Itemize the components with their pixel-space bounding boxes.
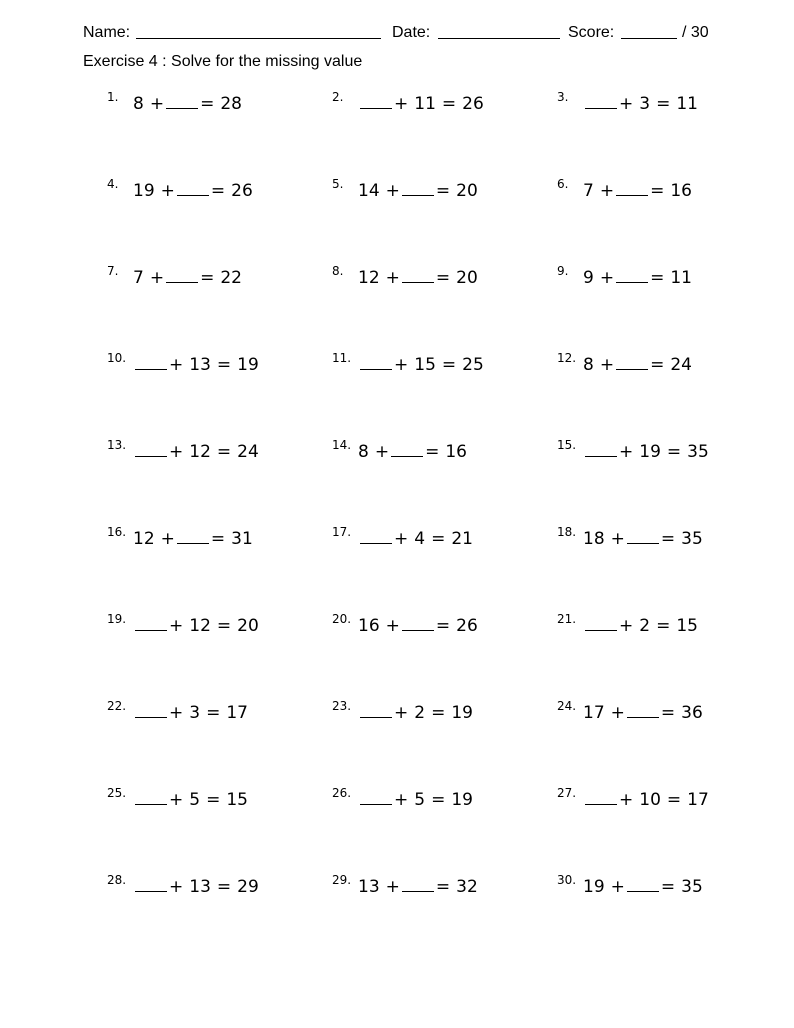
answer-blank[interactable] <box>627 699 659 718</box>
addend: 13 <box>189 355 211 375</box>
sum-value: 16 <box>445 442 467 462</box>
equation <box>583 873 703 898</box>
plus-sign: + <box>619 442 634 462</box>
equation <box>358 612 478 637</box>
plus-sign: + <box>610 703 625 723</box>
problem-number: 23. <box>332 699 352 713</box>
sum-value: 19 <box>237 355 259 375</box>
sum-value: 29 <box>237 877 259 897</box>
problem-number: 22. <box>107 699 127 713</box>
sum-value: 31 <box>231 529 253 549</box>
addend: 7 <box>133 268 144 288</box>
sum-value: 26 <box>231 181 253 201</box>
plus-sign: + <box>169 877 184 897</box>
problem-number: 14. <box>332 438 352 452</box>
answer-blank[interactable] <box>177 525 209 544</box>
plus-sign: + <box>619 790 634 810</box>
problem-number: 1. <box>107 90 119 104</box>
addend: 9 <box>583 268 594 288</box>
problem-number: 21. <box>557 612 577 626</box>
plus-sign: + <box>149 94 165 114</box>
problem-number: 9. <box>557 264 569 278</box>
equals-sign: = <box>435 877 451 897</box>
plus-sign: + <box>610 877 625 897</box>
score-total: / 30 <box>682 24 709 41</box>
answer-blank[interactable] <box>391 438 423 457</box>
equation <box>358 264 478 289</box>
plus-sign: + <box>160 181 175 201</box>
answer-blank[interactable] <box>402 177 434 196</box>
sum-value: 24 <box>670 355 692 375</box>
sum-value: 35 <box>687 442 709 462</box>
addend: 14 <box>358 181 380 201</box>
equation <box>133 351 259 376</box>
answer-blank[interactable] <box>616 351 648 370</box>
answer-blank[interactable] <box>135 873 167 892</box>
addend: 10 <box>639 790 661 810</box>
name-field[interactable] <box>136 22 381 39</box>
problem-number: 13. <box>107 438 127 452</box>
problem-number: 11. <box>332 351 352 365</box>
sum-value: 16 <box>670 181 692 201</box>
addend: 19 <box>133 181 155 201</box>
plus-sign: + <box>385 268 400 288</box>
sum-value: 11 <box>676 94 698 114</box>
addend: 17 <box>583 703 605 723</box>
plus-sign: + <box>374 442 390 462</box>
equation <box>583 90 698 115</box>
answer-blank[interactable] <box>585 612 617 631</box>
answer-blank[interactable] <box>135 612 167 631</box>
answer-blank[interactable] <box>360 351 392 370</box>
addend: 5 <box>189 790 201 810</box>
equals-sign: = <box>441 94 457 114</box>
equation <box>583 264 692 289</box>
equals-sign: = <box>660 877 676 897</box>
addend: 8 <box>358 442 369 462</box>
equals-sign: = <box>441 355 457 375</box>
problem-number: 20. <box>332 612 352 626</box>
worksheet-header <box>83 22 723 44</box>
sum-value: 19 <box>451 703 473 723</box>
answer-blank[interactable] <box>585 438 617 457</box>
equals-sign: = <box>435 268 451 288</box>
equation <box>133 873 259 898</box>
plus-sign: + <box>169 790 184 810</box>
equation <box>583 438 709 463</box>
equals-sign: = <box>656 94 671 114</box>
plus-sign: + <box>599 181 615 201</box>
addend: 7 <box>583 181 594 201</box>
equation <box>358 873 478 898</box>
problem-number: 2. <box>332 90 344 104</box>
sum-value: 35 <box>681 529 703 549</box>
plus-sign: + <box>385 616 400 636</box>
equals-sign: = <box>650 355 665 375</box>
equals-sign: = <box>656 616 671 636</box>
problem-number: 12. <box>557 351 577 365</box>
equals-sign: = <box>425 442 440 462</box>
plus-sign: + <box>394 703 409 723</box>
plus-sign: + <box>169 442 184 462</box>
problem-number: 19. <box>107 612 127 626</box>
equation <box>583 351 692 376</box>
answer-blank[interactable] <box>402 264 434 283</box>
answer-blank[interactable] <box>402 612 434 631</box>
addend: 12 <box>358 268 380 288</box>
plus-sign: + <box>169 703 184 723</box>
addend: 15 <box>414 355 436 375</box>
date-field[interactable] <box>438 22 560 39</box>
sum-value: 21 <box>451 529 473 549</box>
problem-number: 8. <box>332 264 344 278</box>
addend: 3 <box>189 703 201 723</box>
equation <box>583 699 703 724</box>
addend: 18 <box>583 529 605 549</box>
problem-number: 18. <box>557 525 577 539</box>
equals-sign: = <box>431 790 446 810</box>
sum-value: 17 <box>226 703 248 723</box>
addend: 2 <box>414 703 426 723</box>
equation <box>133 786 248 811</box>
answer-blank[interactable] <box>616 177 648 196</box>
plus-sign: + <box>610 529 625 549</box>
equals-sign: = <box>431 703 446 723</box>
equals-sign: = <box>435 181 451 201</box>
plus-sign: + <box>394 94 409 114</box>
equals-sign: = <box>666 790 682 810</box>
answer-blank[interactable] <box>135 438 167 457</box>
equation <box>133 264 242 289</box>
problem-number: 17. <box>332 525 352 539</box>
addend: 12 <box>189 442 211 462</box>
score-label: Score: <box>568 24 615 41</box>
answer-blank[interactable] <box>585 90 617 109</box>
answer-blank[interactable] <box>135 786 167 805</box>
addend: 19 <box>583 877 605 897</box>
plus-sign: + <box>394 529 409 549</box>
sum-value: 20 <box>456 181 478 201</box>
plus-sign: + <box>149 268 165 288</box>
addend: 5 <box>414 790 426 810</box>
sum-value: 11 <box>670 268 692 288</box>
answer-blank[interactable] <box>135 699 167 718</box>
equals-sign: = <box>666 442 682 462</box>
sum-value: 24 <box>237 442 259 462</box>
sum-value: 15 <box>676 616 698 636</box>
answer-blank[interactable] <box>627 525 659 544</box>
equation <box>358 177 478 202</box>
exercise-instructions: Exercise 4 : Solve for the missing value <box>83 53 363 70</box>
problem-number: 25. <box>107 786 127 800</box>
equation <box>133 177 253 202</box>
sum-value: 22 <box>220 268 242 288</box>
plus-sign: + <box>385 877 400 897</box>
addend: 4 <box>414 529 426 549</box>
answer-blank[interactable] <box>627 873 659 892</box>
sum-value: 25 <box>462 355 484 375</box>
equals-sign: = <box>435 616 451 636</box>
sum-value: 20 <box>456 268 478 288</box>
sum-value: 35 <box>681 877 703 897</box>
problem-number: 28. <box>107 873 127 887</box>
equals-sign: = <box>660 529 676 549</box>
answer-blank[interactable] <box>616 264 648 283</box>
plus-sign: + <box>619 616 634 636</box>
problem-number: 30. <box>557 873 577 887</box>
sum-value: 15 <box>226 790 248 810</box>
problem-number: 29. <box>332 873 352 887</box>
equation <box>358 438 467 463</box>
sum-value: 26 <box>462 94 484 114</box>
sum-value: 32 <box>456 877 478 897</box>
addend: 12 <box>189 616 211 636</box>
equals-sign: = <box>650 181 665 201</box>
addend: 11 <box>414 94 436 114</box>
addend: 3 <box>639 94 651 114</box>
equals-sign: = <box>216 877 232 897</box>
problem-number: 26. <box>332 786 352 800</box>
sum-value: 36 <box>681 703 703 723</box>
equals-sign: = <box>216 355 232 375</box>
problem-number: 15. <box>557 438 577 452</box>
addend: 2 <box>639 616 651 636</box>
problem-number: 10. <box>107 351 127 365</box>
answer-blank[interactable] <box>360 699 392 718</box>
problem-number: 6. <box>557 177 569 191</box>
equation <box>358 525 473 550</box>
addend: 13 <box>358 877 380 897</box>
equals-sign: = <box>206 790 221 810</box>
plus-sign: + <box>394 355 409 375</box>
problem-number: 4. <box>107 177 119 191</box>
equation <box>583 525 703 550</box>
equation <box>133 699 248 724</box>
equals-sign: = <box>216 442 232 462</box>
sum-value: 26 <box>456 616 478 636</box>
equals-sign: = <box>660 703 676 723</box>
plus-sign: + <box>619 94 634 114</box>
equation <box>133 438 259 463</box>
addend: 8 <box>133 94 144 114</box>
plus-sign: + <box>160 529 175 549</box>
equation <box>358 699 473 724</box>
answer-blank[interactable] <box>360 525 392 544</box>
sum-value: 17 <box>687 790 709 810</box>
answer-blank[interactable] <box>135 351 167 370</box>
problem-number: 3. <box>557 90 569 104</box>
equation <box>358 351 484 376</box>
name-label: Name: <box>83 24 131 41</box>
answer-blank[interactable] <box>166 264 198 283</box>
equals-sign: = <box>210 181 226 201</box>
problem-number: 16. <box>107 525 127 539</box>
plus-sign: + <box>169 616 184 636</box>
addend: 12 <box>133 529 155 549</box>
equation <box>358 90 484 115</box>
addend: 16 <box>358 616 380 636</box>
equation <box>583 786 709 811</box>
sum-value: 20 <box>237 616 259 636</box>
equals-sign: = <box>200 94 215 114</box>
sum-value: 19 <box>451 790 473 810</box>
equation <box>358 786 473 811</box>
equals-sign: = <box>210 529 226 549</box>
addend: 19 <box>639 442 661 462</box>
answer-blank[interactable] <box>402 873 434 892</box>
plus-sign: + <box>169 355 184 375</box>
addend: 13 <box>189 877 211 897</box>
equation <box>133 90 242 115</box>
date-label: Date: <box>392 24 431 41</box>
equals-sign: = <box>206 703 221 723</box>
plus-sign: + <box>599 355 615 375</box>
answer-blank[interactable] <box>360 90 392 109</box>
problem-number: 5. <box>332 177 344 191</box>
problem-number: 24. <box>557 699 577 713</box>
addend: 8 <box>583 355 594 375</box>
equals-sign: = <box>200 268 215 288</box>
equals-sign: = <box>431 529 446 549</box>
equals-sign: = <box>650 268 665 288</box>
equals-sign: = <box>216 616 232 636</box>
plus-sign: + <box>385 181 400 201</box>
sum-value: 28 <box>220 94 242 114</box>
equation <box>583 612 698 637</box>
answer-blank[interactable] <box>166 90 198 109</box>
equation <box>133 612 259 637</box>
answer-blank[interactable] <box>585 786 617 805</box>
equation <box>583 177 692 202</box>
score-field[interactable] <box>621 22 677 39</box>
equation <box>133 525 253 550</box>
problem-number: 27. <box>557 786 577 800</box>
answer-blank[interactable] <box>360 786 392 805</box>
plus-sign: + <box>599 268 615 288</box>
plus-sign: + <box>394 790 409 810</box>
answer-blank[interactable] <box>177 177 209 196</box>
problem-number: 7. <box>107 264 119 278</box>
